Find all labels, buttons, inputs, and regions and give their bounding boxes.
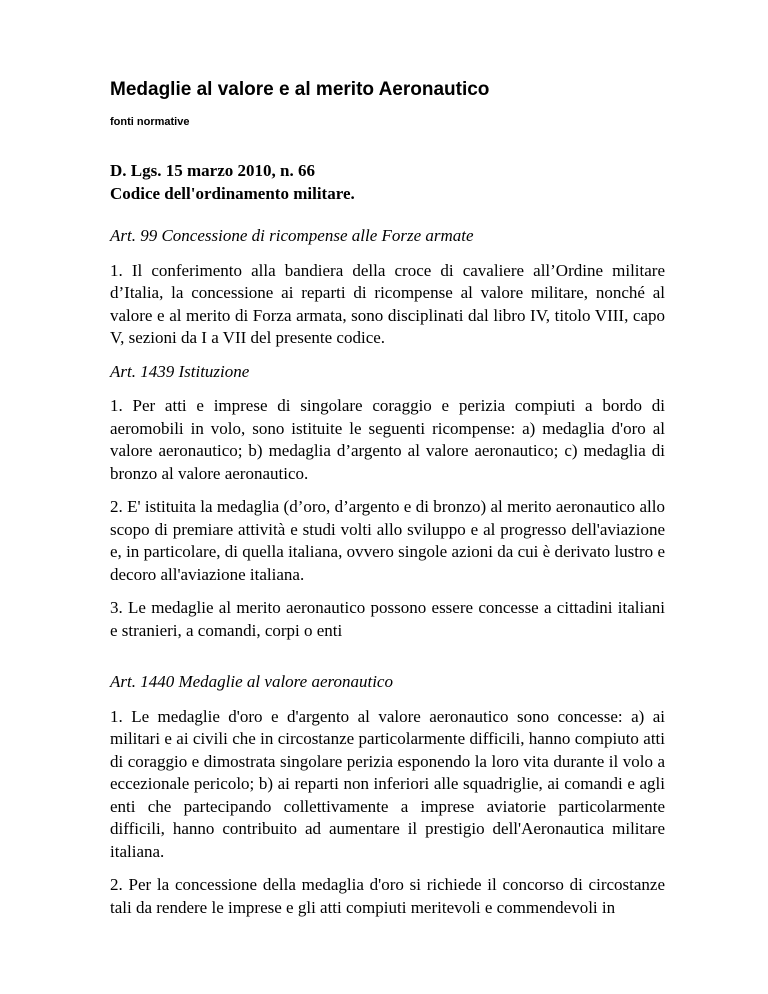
article-1439 — [110, 361, 665, 643]
document-title: Medaglie al valore e al merito Aeronautico — [110, 79, 490, 100]
article-99 — [110, 225, 665, 350]
article-1440 — [110, 671, 665, 919]
articles-body — [110, 225, 665, 919]
law-name: Codice dell'ordinamento militare. — [110, 184, 355, 203]
article-paragraph: 1. Il conferimento alla bandiera della croce di cavaliere all’Ordine militare d’Italia, la concessione ai reparti di ricompense al valore militare, nonché al valore e al merito di Forza armata, sono disciplinati dal libro IV, titolo VIII, capo V, sezioni da I a VII del presente codice. — [110, 260, 665, 347]
article-paragraph: 2. E' istituita la medaglia (d’oro, d’argento e di bronzo) al merito aeronautico allo scopo di premiare attività e studi volti allo sviluppo e al progresso dell'aviazione e, in particolare, di quella italiana, ovvero singole azioni da cui è derivato lustro e decoro all'aviazione italiana. — [110, 497, 665, 584]
law-reference: D. Lgs. 15 marzo 2010, n. 66 — [110, 161, 315, 180]
article-paragraph: 1. Per atti e imprese di singolare coraggio e perizia compiuti a bordo di aeromobili in volo, sono istituite le seguenti ricompense: a) medaglia d'oro al valore aeronautico; b) medaglia d’argento al valore aeronautico; c) medaglia di bronzo al valore aeronautico. — [110, 396, 665, 483]
article-heading: Art. 1440 Medaglie al valore aeronautico — [110, 672, 393, 691]
document-subtitle: fonti normative — [110, 116, 190, 128]
article-paragraph: 3. Le medaglie al merito aeronautico possono essere concesse a cittadini italiani e stranieri, a comandi, corpi o enti — [110, 598, 665, 640]
article-paragraph: 2. Per la concessione della medaglia d'oro si richiede il concorso di circostanze tali da rendere le imprese e gli atti compiuti meritevoli e commendevoli in — [110, 875, 665, 917]
law-reference-block — [110, 159, 355, 205]
article-paragraph: 1. Le medaglie d'oro e d'argento al valore aeronautico sono concesse: a) ai militari e ai civili che in circostanze particolarmente difficili, hanno compiuto atti di coraggio e dimostrata singolare perizia esponendo la loro vita durante il volo a eccezionale pericolo; b) ai reparti non inferiori alle squadriglie, ai comandi e agli enti che partecipando collettivamente a imprese aviatorie particolarmente difficili, hanno contribuito ad aumentare il prestigio dell'Aeronautica militare italiana. — [110, 706, 665, 861]
article-heading: Art. 99 Concessione di ricompense alle Forze armate — [110, 226, 474, 245]
article-heading: Art. 1439 Istituzione — [110, 361, 250, 381]
